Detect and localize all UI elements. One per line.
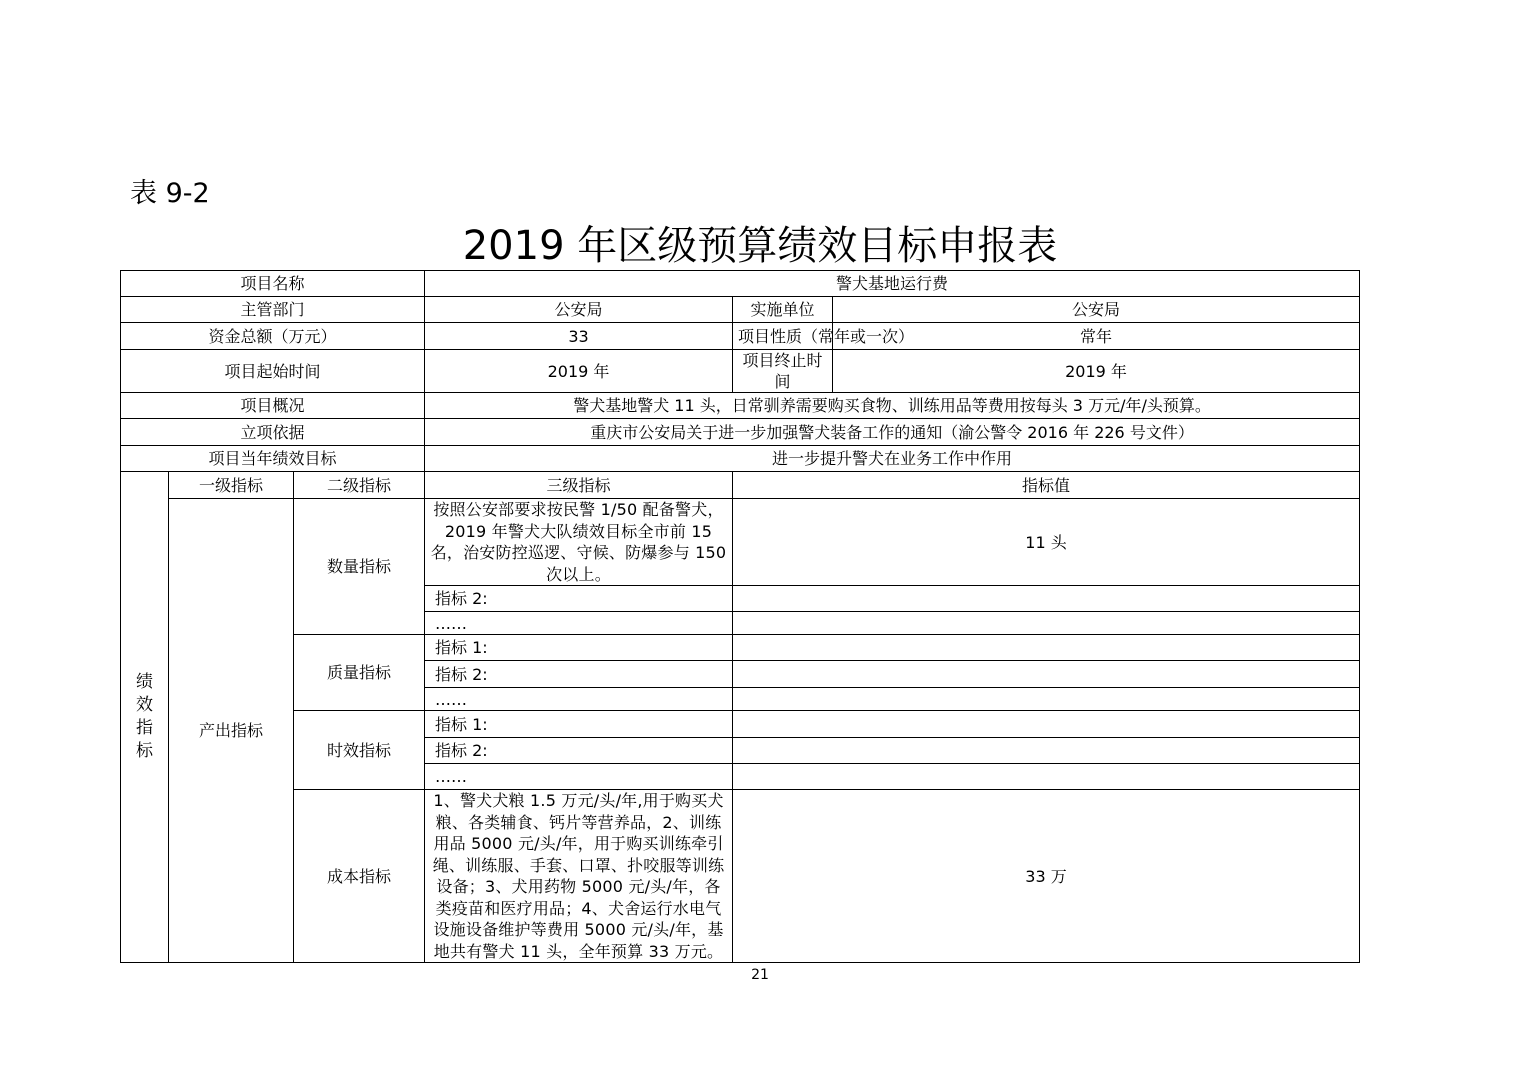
output-indicator-label: 产出指标 [169, 499, 294, 963]
cost-indicator-label: 成本指标 [294, 790, 425, 963]
timeliness-item-1-value [733, 711, 1360, 738]
quality-item-2-text: 指标 2: [425, 661, 733, 688]
indicator-header-row [121, 472, 1360, 499]
dept-value: 公安局 [425, 297, 733, 323]
quantity-item-1-value: 11 头 [733, 499, 1360, 586]
quantity-item-3-text: …… [425, 612, 733, 635]
row-time [121, 350, 1360, 393]
quality-indicator-label: 质量指标 [294, 635, 425, 711]
row-department [121, 297, 1360, 323]
overview-value: 警犬基地警犬 11 头，日常驯养需要购买食物、训练用品等费用按每头 3 万元/年/头预算。 [425, 393, 1360, 419]
row-funds [121, 323, 1360, 350]
timeliness-item-1-text: 指标 1: [425, 711, 733, 738]
budget-performance-table [120, 270, 1360, 963]
quantity-item-2-text: 指标 2: [425, 586, 733, 612]
col-value-header: 指标值 [733, 472, 1360, 499]
goal-value: 进一步提升警犬在业务工作中作用 [425, 446, 1360, 472]
quantity-indicator-label: 数量指标 [294, 499, 425, 635]
col-level1-header: 一级指标 [169, 472, 294, 499]
document-title: 2019 年区级预算绩效目标申报表 [462, 223, 1058, 269]
project-name-label: 项目名称 [121, 271, 425, 297]
side-label-char: 指 [136, 718, 153, 738]
quality-item-1-value [733, 635, 1360, 661]
timeliness-indicator-label: 时效指标 [294, 711, 425, 790]
quality-item-1-text: 指标 1: [425, 635, 733, 661]
quality-item-3-text: …… [425, 688, 733, 711]
dept-label: 主管部门 [121, 297, 425, 323]
row-project-name [121, 271, 1360, 297]
side-label-char: 效 [136, 695, 153, 715]
col-level2-header: 二级指标 [294, 472, 425, 499]
goal-label: 项目当年绩效目标 [121, 446, 425, 472]
quantity-item-1-text: 按照公安部要求按民警 1/50 配备警犬，2019 年警犬大队绩效目标全市前 15 名，治安防控巡逻、守候、防爆参与 150 次以上。 [425, 499, 733, 586]
start-label: 项目起始时间 [121, 350, 425, 393]
row-overview [121, 393, 1360, 419]
nature-label: 项目性质（常年或一次） [733, 323, 833, 350]
quality-item-3-value [733, 688, 1360, 711]
funds-label: 资金总额（万元） [121, 323, 425, 350]
timeliness-item-3-value [733, 764, 1360, 790]
quality-row-1 [121, 635, 1360, 661]
quantity-item-2-value [733, 586, 1360, 612]
quantity-item-3-value [733, 612, 1360, 635]
timeliness-item-2-value [733, 738, 1360, 764]
side-label-char: 绩 [136, 672, 153, 692]
end-label: 项目终止时间 [733, 350, 833, 393]
row-goal [121, 446, 1360, 472]
end-value: 2019 年 [833, 350, 1360, 393]
cost-item-1-value: 33 万 [733, 790, 1360, 963]
funds-value: 33 [425, 323, 733, 350]
table-number-label: 表 9-2 [130, 178, 210, 209]
basis-value: 重庆市公安局关于进一步加强警犬装备工作的通知（渝公警令 2016 年 226 号文件） [425, 419, 1360, 446]
side-label-char: 标 [136, 741, 153, 761]
nature-value: 常年 [833, 323, 1360, 350]
basis-label: 立项依据 [121, 419, 425, 446]
quality-item-2-value [733, 661, 1360, 688]
col-level3-header: 三级指标 [425, 472, 733, 499]
timeliness-item-3-text: …… [425, 764, 733, 790]
impl-unit-label: 实施单位 [733, 297, 833, 323]
impl-unit-value: 公安局 [833, 297, 1360, 323]
overview-label: 项目概况 [121, 393, 425, 419]
quantity-row-1 [121, 499, 1360, 586]
start-value: 2019 年 [425, 350, 733, 393]
project-name-value: 警犬基地运行费 [425, 271, 1360, 297]
cost-row-1 [121, 790, 1360, 963]
timeliness-row-1 [121, 711, 1360, 738]
cost-item-1-text: 1、警犬犬粮 1.5 万元/头/年,用于购买犬粮、各类辅食、钙片等营养品，2、训练用品 5000 元/头/年，用于购买训练牵引绳、训练服、手套、口罩、扑咬服等训练设备；3、犬用药物 5000 元/头/年，各类疫苗和医疗用品；4、犬舍运行水电气设施设备维护等费用 5000 元/头/年，基地共有警犬 11 头，全年预算 33 万元。 [425, 790, 733, 963]
timeliness-item-2-text: 指标 2: [425, 738, 733, 764]
performance-indicator-side-label [121, 472, 169, 963]
page-number: 21 [751, 967, 769, 983]
row-basis [121, 419, 1360, 446]
